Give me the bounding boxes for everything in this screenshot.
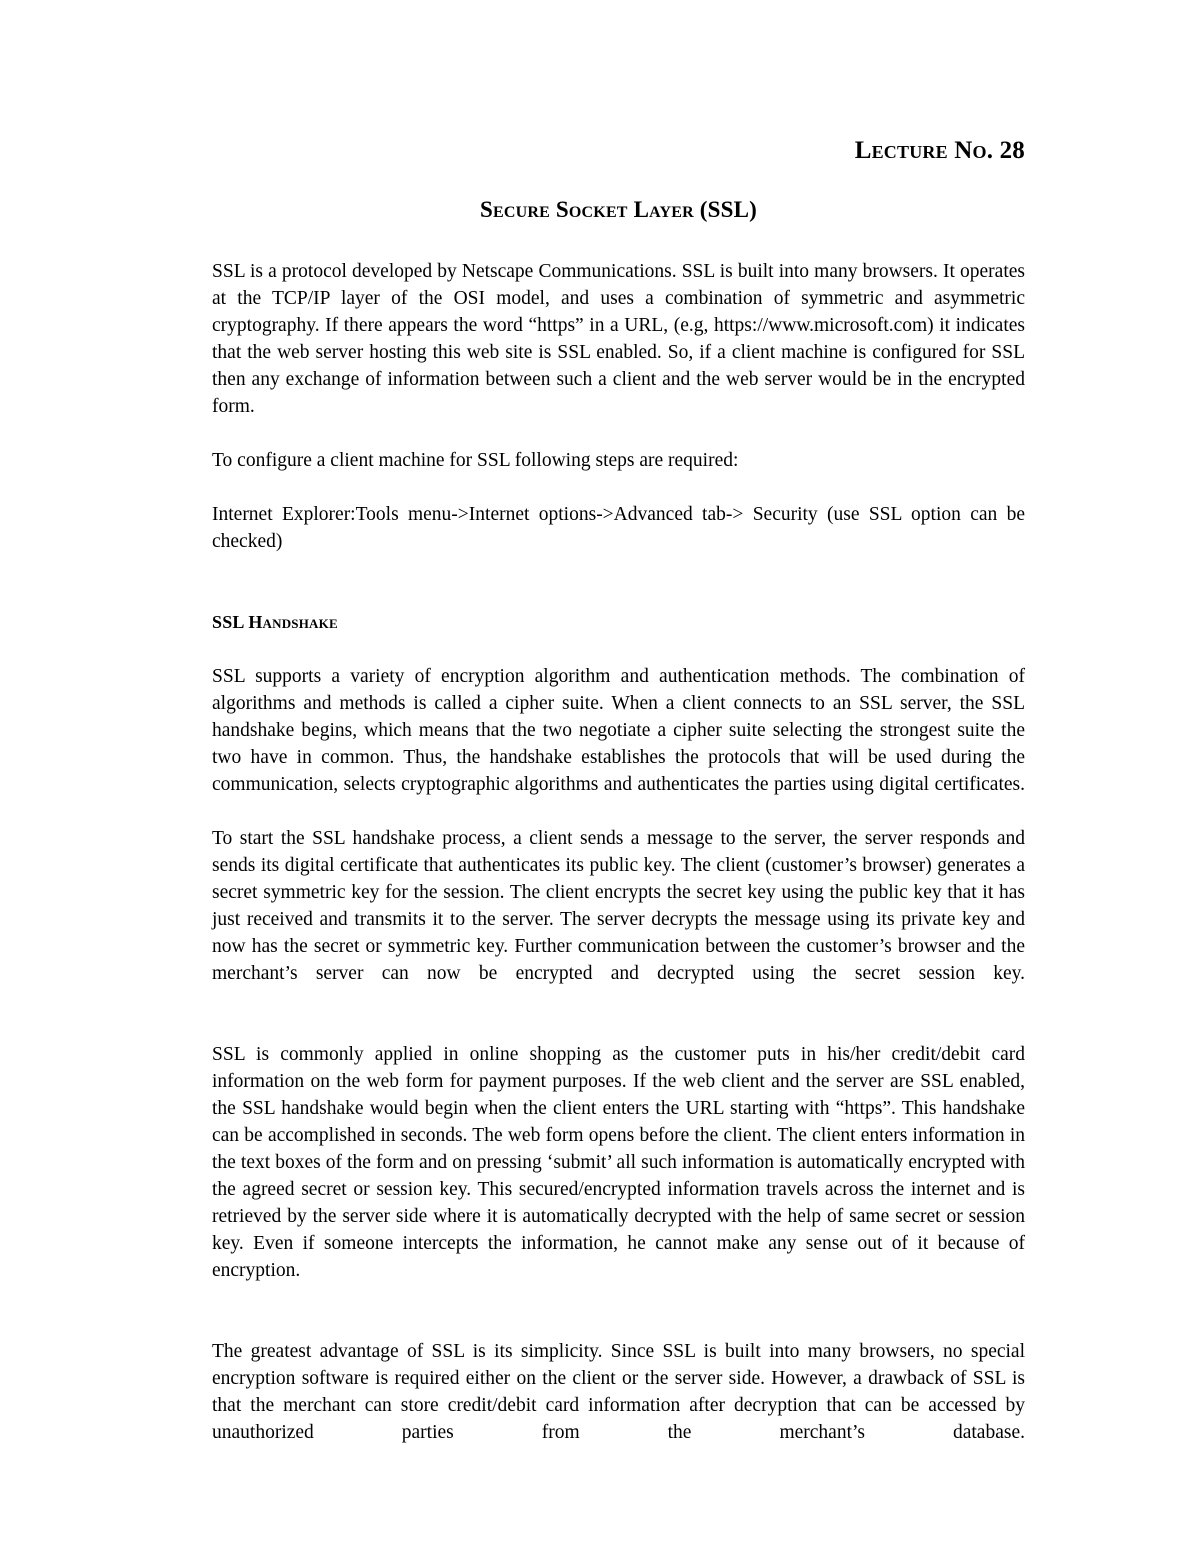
paragraph-handshake-overview: SSL supports a variety of encryption algorithm and authentication methods. The combination of algorithms and methods is called a cipher suite. When a client connects to an SSL server, the SSL handshake begins, which means that the two negotiate a cipher suite selecting the strongest suite the two have in common. Thus, the handshake establishes the protocols that will be used during the communication, selects cryptographic algorithms and authenticates the parties using digital certificates. bbox=[212, 666, 1025, 795]
paragraph-spacer bbox=[212, 474, 1025, 501]
paragraph-advantage: The greatest advantage of SSL is its simplicity. Since SSL is built into many browsers, no special encryption software is required either on the client or the server side. However, a drawback of SSL is that the merchant can store credit/debit card information after decryption that can be accessed by unauthorized parties from the merchant’s database. bbox=[212, 1341, 1025, 1443]
paragraph-configure-steps: To configure a client machine for SSL following steps are required: bbox=[212, 450, 739, 471]
paragraph-intro: SSL is a protocol developed by Netscape Communications. SSL is built into many browsers. It operates at the TCP/IP layer of the OSI model, and uses a combination of symmetric and asymmetric cryptography. If there appears the word “https” in a URL, (e.g, https://www.microsoft.com) it indicates that the web server hosting this web site is SSL enabled. So, if a client machine is configured for SSL then any exchange of information between such a client and the web server would be in the encrypted form. bbox=[212, 261, 1025, 417]
paragraph-spacer bbox=[212, 582, 1025, 609]
paragraph-online-shopping: SSL is commonly applied in online shopping as the customer puts in his/her credit/debit card information on the web form for payment purposes. If the web client and the server are SSL enabled, the SSL handshake would begin when the client enters the URL starting with “https”. This handshake can be accomplished in seconds. The web form opens before the client. The client enters information in the text boxes of the form and on pressing ‘submit’ all such information is automatically encrypted with the agreed secret or session key. This secured/encrypted information travels across the internet and is retrieved by the server side where it is automatically decrypted with the help of same secret or session key. Even if someone intercepts the information, he cannot make any sense out of it because of encryption. bbox=[212, 1044, 1025, 1281]
paragraph-spacer bbox=[212, 1014, 1025, 1041]
paragraph-ie-steps: Internet Explorer:Tools menu->Internet options->Advanced tab-> Security (use SSL option can be checked) bbox=[212, 504, 1025, 552]
document-content bbox=[212, 136, 1025, 1473]
paragraph-handshake-process: To start the SSL handshake process, a client sends a message to the server, the server responds and sends its digital certificate that authenticates its public key. The client (customer’s browser) generates a secret symmetric key for the session. The client encrypts the secret key using the public key that it has just received and transmits it to the server. The server decrypts the message using its private key and now has the secret or symmetric key. Further communication between the customer’s browser and the merchant’s server can now be encrypted and decrypted using the secret session key. bbox=[212, 828, 1025, 984]
paragraph-spacer bbox=[212, 636, 1025, 663]
paragraph-spacer bbox=[212, 1311, 1025, 1338]
page-title: Secure Socket Layer (SSL) bbox=[479, 197, 758, 222]
lecture-number-header: Lecture No. 28 bbox=[854, 137, 1025, 164]
section-heading-ssl-handshake: SSL Handshake bbox=[212, 612, 338, 632]
